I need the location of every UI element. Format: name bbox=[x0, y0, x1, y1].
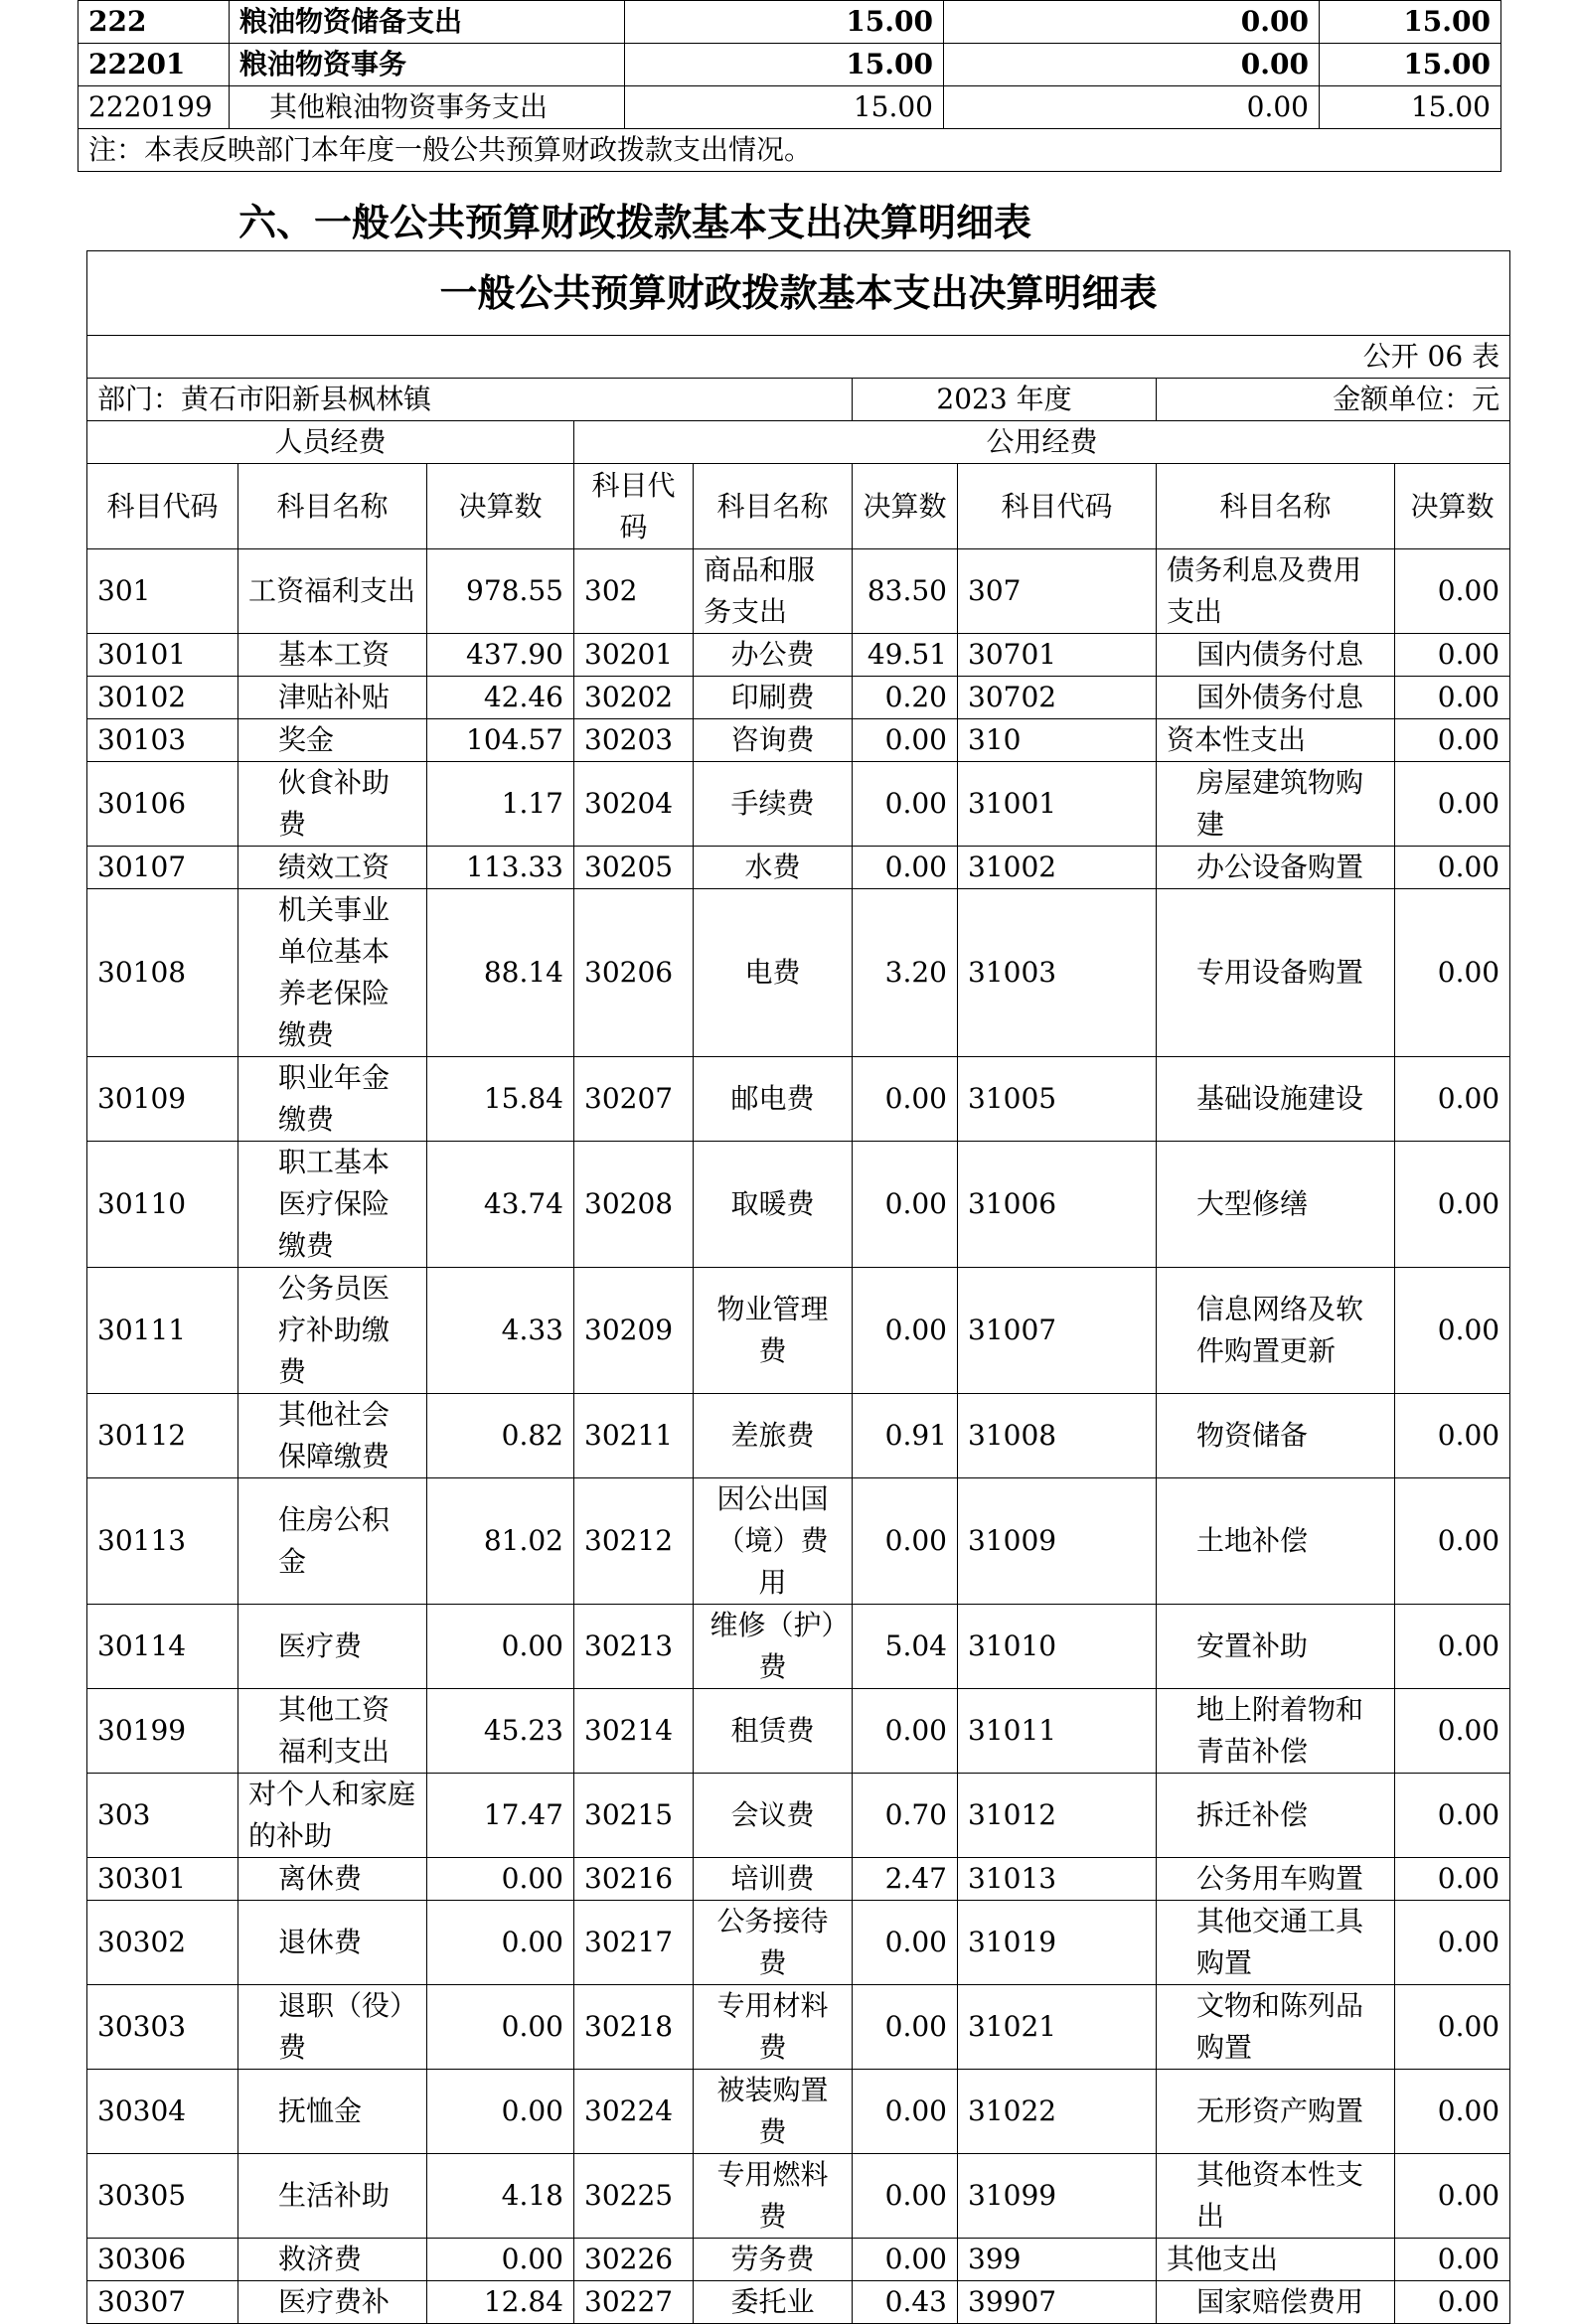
currency-unit: 金额单位：元 bbox=[1157, 379, 1510, 421]
capital-amount: 0.00 bbox=[1395, 762, 1510, 847]
table-row bbox=[79, 44, 1501, 86]
public-amount: 0.43 bbox=[853, 2281, 958, 2324]
table-row bbox=[87, 1478, 1510, 1605]
capital-amount: 0.00 bbox=[1395, 634, 1510, 677]
table-row bbox=[79, 86, 1501, 129]
public-name: 培训费 bbox=[694, 1858, 853, 1901]
table-row bbox=[87, 2154, 1510, 2239]
table-row bbox=[79, 1, 1501, 44]
personnel-amount: 42.46 bbox=[427, 677, 574, 719]
capital-amount: 0.00 bbox=[1395, 1858, 1510, 1901]
capital-name: 国家赔偿费用 bbox=[1157, 2281, 1395, 2324]
capital-code: 31022 bbox=[958, 2070, 1157, 2154]
amount-project: 15.00 bbox=[1320, 44, 1501, 86]
personnel-code: 30111 bbox=[87, 1268, 238, 1394]
public-name: 物业管理费 bbox=[694, 1268, 853, 1394]
col-header-name: 科目名称 bbox=[238, 464, 427, 549]
table-row bbox=[87, 1689, 1510, 1774]
personnel-name: 伙食补助费 bbox=[238, 762, 427, 847]
public-name: 专用材料费 bbox=[694, 1985, 853, 2070]
public-name: 劳务费 bbox=[694, 2239, 853, 2281]
fiscal-year: 2023 年度 bbox=[853, 379, 1157, 421]
public-name: 商品和服务支出 bbox=[694, 549, 853, 634]
expenditure-summary-table bbox=[78, 0, 1501, 172]
personnel-code: 30305 bbox=[87, 2154, 238, 2239]
personnel-name: 职业年金缴费 bbox=[238, 1057, 427, 1142]
personnel-name: 救济费 bbox=[238, 2239, 427, 2281]
capital-code: 30702 bbox=[958, 677, 1157, 719]
personnel-amount: 81.02 bbox=[427, 1478, 574, 1605]
personnel-code: 30109 bbox=[87, 1057, 238, 1142]
public-code: 30218 bbox=[574, 1985, 694, 2070]
public-name: 办公费 bbox=[694, 634, 853, 677]
capital-name: 债务利息及费用支出 bbox=[1157, 549, 1395, 634]
personnel-name: 工资福利支出 bbox=[238, 549, 427, 634]
public-name: 专用燃料费 bbox=[694, 2154, 853, 2239]
public-name: 租赁费 bbox=[694, 1689, 853, 1774]
personnel-name: 退职（役）费 bbox=[238, 1985, 427, 2070]
personnel-name: 住房公积金 bbox=[238, 1478, 427, 1605]
personnel-code: 30304 bbox=[87, 2070, 238, 2154]
table-title: 一般公共预算财政拨款基本支出决算明细表 bbox=[87, 251, 1510, 336]
capital-name: 专用设备购置 bbox=[1157, 889, 1395, 1057]
personnel-code: 30113 bbox=[87, 1478, 238, 1605]
basic-expenditure-detail-table bbox=[86, 250, 1510, 2324]
personnel-expense-header: 人员经费 bbox=[87, 421, 574, 464]
capital-name: 地上附着物和青苗补偿 bbox=[1157, 1689, 1395, 1774]
capital-code: 31021 bbox=[958, 1985, 1157, 2070]
capital-amount: 0.00 bbox=[1395, 1605, 1510, 1689]
subject-name: 粮油物资事务 bbox=[230, 44, 625, 86]
table-row bbox=[87, 1774, 1510, 1858]
personnel-code: 30301 bbox=[87, 1858, 238, 1901]
personnel-name: 津贴补贴 bbox=[238, 677, 427, 719]
public-amount: 0.20 bbox=[853, 677, 958, 719]
public-amount: 0.00 bbox=[853, 762, 958, 847]
capital-code: 30701 bbox=[958, 634, 1157, 677]
capital-name: 土地补偿 bbox=[1157, 1478, 1395, 1605]
capital-code: 31010 bbox=[958, 1605, 1157, 1689]
capital-code: 31001 bbox=[958, 762, 1157, 847]
capital-code: 31011 bbox=[958, 1689, 1157, 1774]
capital-name: 物资储备 bbox=[1157, 1394, 1395, 1478]
public-name: 手续费 bbox=[694, 762, 853, 847]
public-amount: 0.00 bbox=[853, 1901, 958, 1985]
table-row bbox=[87, 847, 1510, 889]
public-amount: 0.70 bbox=[853, 1774, 958, 1858]
public-name: 电费 bbox=[694, 889, 853, 1057]
public-amount: 0.00 bbox=[853, 2239, 958, 2281]
personnel-code: 30114 bbox=[87, 1605, 238, 1689]
public-code: 30209 bbox=[574, 1268, 694, 1394]
capital-name: 公务用车购置 bbox=[1157, 1858, 1395, 1901]
public-code: 30204 bbox=[574, 762, 694, 847]
public-code: 30216 bbox=[574, 1858, 694, 1901]
personnel-name: 其他社会保障缴费 bbox=[238, 1394, 427, 1478]
public-amount: 49.51 bbox=[853, 634, 958, 677]
personnel-amount: 0.00 bbox=[427, 2070, 574, 2154]
col-header-code: 科目代码 bbox=[87, 464, 238, 549]
amount-total: 15.00 bbox=[625, 1, 944, 44]
personnel-amount: 978.55 bbox=[427, 549, 574, 634]
personnel-code: 30102 bbox=[87, 677, 238, 719]
personnel-amount: 43.74 bbox=[427, 1142, 574, 1268]
capital-code: 31007 bbox=[958, 1268, 1157, 1394]
public-code: 30202 bbox=[574, 677, 694, 719]
capital-name: 房屋建筑物购建 bbox=[1157, 762, 1395, 847]
subject-name: 其他粮油物资事务支出 bbox=[230, 86, 625, 129]
capital-amount: 0.00 bbox=[1395, 1142, 1510, 1268]
personnel-amount: 17.47 bbox=[427, 1774, 574, 1858]
public-amount: 0.00 bbox=[853, 1268, 958, 1394]
personnel-code: 30107 bbox=[87, 847, 238, 889]
capital-amount: 0.00 bbox=[1395, 2239, 1510, 2281]
capital-code: 307 bbox=[958, 549, 1157, 634]
personnel-name: 其他工资福利支出 bbox=[238, 1689, 427, 1774]
public-amount: 0.00 bbox=[853, 1478, 958, 1605]
capital-code: 310 bbox=[958, 719, 1157, 762]
capital-name: 其他交通工具购置 bbox=[1157, 1901, 1395, 1985]
personnel-name: 奖金 bbox=[238, 719, 427, 762]
table-row bbox=[87, 719, 1510, 762]
public-code: 30215 bbox=[574, 1774, 694, 1858]
personnel-name: 医疗费补 bbox=[238, 2281, 427, 2324]
col-header-amount: 决算数 bbox=[853, 464, 958, 549]
personnel-name: 离休费 bbox=[238, 1858, 427, 1901]
public-code: 30211 bbox=[574, 1394, 694, 1478]
personnel-amount: 104.57 bbox=[427, 719, 574, 762]
public-amount: 0.00 bbox=[853, 1142, 958, 1268]
department-label: 部门：黄石市阳新县枫林镇 bbox=[87, 379, 853, 421]
capital-code: 31008 bbox=[958, 1394, 1157, 1478]
capital-code: 31009 bbox=[958, 1478, 1157, 1605]
public-name: 印刷费 bbox=[694, 677, 853, 719]
personnel-code: 30106 bbox=[87, 762, 238, 847]
personnel-amount: 0.82 bbox=[427, 1394, 574, 1478]
personnel-amount: 0.00 bbox=[427, 1985, 574, 2070]
personnel-code: 30303 bbox=[87, 1985, 238, 2070]
public-amount: 0.00 bbox=[853, 1057, 958, 1142]
amount-total: 15.00 bbox=[625, 86, 944, 129]
public-code: 30227 bbox=[574, 2281, 694, 2324]
personnel-amount: 12.84 bbox=[427, 2281, 574, 2324]
table-row bbox=[87, 2070, 1510, 2154]
public-name: 取暖费 bbox=[694, 1142, 853, 1268]
personnel-code: 30103 bbox=[87, 719, 238, 762]
col-header-code: 科目代码 bbox=[958, 464, 1157, 549]
public-code: 30214 bbox=[574, 1689, 694, 1774]
capital-amount: 0.00 bbox=[1395, 889, 1510, 1057]
capital-name: 其他资本性支出 bbox=[1157, 2154, 1395, 2239]
amount-basic: 0.00 bbox=[944, 1, 1320, 44]
capital-code: 31013 bbox=[958, 1858, 1157, 1901]
public-amount: 0.91 bbox=[853, 1394, 958, 1478]
public-name: 公务接待费 bbox=[694, 1901, 853, 1985]
table-row bbox=[87, 634, 1510, 677]
personnel-code: 30108 bbox=[87, 889, 238, 1057]
capital-name: 无形资产购置 bbox=[1157, 2070, 1395, 2154]
public-amount: 3.20 bbox=[853, 889, 958, 1057]
public-code: 30207 bbox=[574, 1057, 694, 1142]
public-code: 30225 bbox=[574, 2154, 694, 2239]
public-expense-header: 公用经费 bbox=[574, 421, 1510, 464]
capital-code: 31099 bbox=[958, 2154, 1157, 2239]
personnel-amount: 0.00 bbox=[427, 1901, 574, 1985]
public-code: 30213 bbox=[574, 1605, 694, 1689]
table-note: 注：本表反映部门本年度一般公共预算财政拨款支出情况。 bbox=[79, 129, 1501, 172]
public-name: 差旅费 bbox=[694, 1394, 853, 1478]
personnel-name: 绩效工资 bbox=[238, 847, 427, 889]
public-amount: 2.47 bbox=[853, 1858, 958, 1901]
capital-name: 办公设备购置 bbox=[1157, 847, 1395, 889]
table-row bbox=[87, 1985, 1510, 2070]
personnel-amount: 88.14 bbox=[427, 889, 574, 1057]
subject-name: 粮油物资储备支出 bbox=[230, 1, 625, 44]
personnel-name: 职工基本医疗保险缴费 bbox=[238, 1142, 427, 1268]
capital-amount: 0.00 bbox=[1395, 1057, 1510, 1142]
amount-basic: 0.00 bbox=[944, 44, 1320, 86]
personnel-amount: 113.33 bbox=[427, 847, 574, 889]
personnel-amount: 437.90 bbox=[427, 634, 574, 677]
personnel-code: 30302 bbox=[87, 1901, 238, 1985]
public-name: 咨询费 bbox=[694, 719, 853, 762]
capital-amount: 0.00 bbox=[1395, 1268, 1510, 1394]
personnel-code: 303 bbox=[87, 1774, 238, 1858]
capital-amount: 0.00 bbox=[1395, 847, 1510, 889]
capital-name: 国外债务付息 bbox=[1157, 677, 1395, 719]
public-name: 委托业 bbox=[694, 2281, 853, 2324]
table-row bbox=[87, 2239, 1510, 2281]
public-amount: 0.00 bbox=[853, 2070, 958, 2154]
public-name: 因公出国（境）费用 bbox=[694, 1478, 853, 1605]
table-row bbox=[87, 1394, 1510, 1478]
personnel-name: 抚恤金 bbox=[238, 2070, 427, 2154]
personnel-code: 30199 bbox=[87, 1689, 238, 1774]
personnel-name: 基本工资 bbox=[238, 634, 427, 677]
public-amount: 0.00 bbox=[853, 847, 958, 889]
personnel-code: 30112 bbox=[87, 1394, 238, 1478]
public-code: 30205 bbox=[574, 847, 694, 889]
public-name: 维修（护）费 bbox=[694, 1605, 853, 1689]
personnel-name: 对个人和家庭的补助 bbox=[238, 1774, 427, 1858]
public-amount: 5.04 bbox=[853, 1605, 958, 1689]
capital-amount: 0.00 bbox=[1395, 2281, 1510, 2324]
public-name: 水费 bbox=[694, 847, 853, 889]
public-code: 30212 bbox=[574, 1478, 694, 1605]
capital-code: 399 bbox=[958, 2239, 1157, 2281]
public-name: 邮电费 bbox=[694, 1057, 853, 1142]
subject-code: 222 bbox=[79, 1, 230, 44]
capital-code: 31005 bbox=[958, 1057, 1157, 1142]
capital-amount: 0.00 bbox=[1395, 1985, 1510, 2070]
col-header-amount: 决算数 bbox=[427, 464, 574, 549]
public-amount: 83.50 bbox=[853, 549, 958, 634]
section-heading: 六、一般公共预算财政拨款基本支出决算明细表 bbox=[238, 200, 1032, 244]
public-name: 会议费 bbox=[694, 1774, 853, 1858]
personnel-amount: 4.18 bbox=[427, 2154, 574, 2239]
public-code: 30206 bbox=[574, 889, 694, 1057]
personnel-amount: 45.23 bbox=[427, 1689, 574, 1774]
public-code: 30201 bbox=[574, 634, 694, 677]
capital-code: 31002 bbox=[958, 847, 1157, 889]
personnel-amount: 4.33 bbox=[427, 1268, 574, 1394]
table-row bbox=[87, 1268, 1510, 1394]
capital-amount: 0.00 bbox=[1395, 1689, 1510, 1774]
amount-total: 15.00 bbox=[625, 44, 944, 86]
public-amount: 0.00 bbox=[853, 1689, 958, 1774]
capital-amount: 0.00 bbox=[1395, 1901, 1510, 1985]
capital-amount: 0.00 bbox=[1395, 1478, 1510, 1605]
capital-amount: 0.00 bbox=[1395, 719, 1510, 762]
capital-name: 基础设施建设 bbox=[1157, 1057, 1395, 1142]
personnel-amount: 1.17 bbox=[427, 762, 574, 847]
personnel-amount: 0.00 bbox=[427, 2239, 574, 2281]
public-name: 被装购置费 bbox=[694, 2070, 853, 2154]
personnel-code: 301 bbox=[87, 549, 238, 634]
personnel-code: 30110 bbox=[87, 1142, 238, 1268]
table-row bbox=[87, 2281, 1510, 2324]
personnel-name: 机关事业单位基本养老保险缴费 bbox=[238, 889, 427, 1057]
capital-amount: 0.00 bbox=[1395, 1774, 1510, 1858]
personnel-name: 生活补助 bbox=[238, 2154, 427, 2239]
capital-code: 31006 bbox=[958, 1142, 1157, 1268]
subject-code: 2220199 bbox=[79, 86, 230, 129]
col-header-amount: 决算数 bbox=[1395, 464, 1510, 549]
capital-name: 文物和陈列品购置 bbox=[1157, 1985, 1395, 2070]
capital-name: 信息网络及软件购置更新 bbox=[1157, 1268, 1395, 1394]
table-row bbox=[87, 1605, 1510, 1689]
subject-code: 22201 bbox=[79, 44, 230, 86]
capital-amount: 0.00 bbox=[1395, 549, 1510, 634]
amount-project: 15.00 bbox=[1320, 1, 1501, 44]
public-code: 30217 bbox=[574, 1901, 694, 1985]
capital-amount: 0.00 bbox=[1395, 2154, 1510, 2239]
col-header-name: 科目名称 bbox=[1157, 464, 1395, 549]
personnel-amount: 0.00 bbox=[427, 1858, 574, 1901]
personnel-code: 30306 bbox=[87, 2239, 238, 2281]
public-amount: 0.00 bbox=[853, 719, 958, 762]
public-code: 302 bbox=[574, 549, 694, 634]
public-amount: 0.00 bbox=[853, 2154, 958, 2239]
personnel-amount: 0.00 bbox=[427, 1605, 574, 1689]
table-number: 公开 06 表 bbox=[87, 336, 1510, 379]
capital-name: 大型修缮 bbox=[1157, 1142, 1395, 1268]
capital-name: 拆迁补偿 bbox=[1157, 1774, 1395, 1858]
personnel-name: 公务员医疗补助缴费 bbox=[238, 1268, 427, 1394]
capital-code: 31003 bbox=[958, 889, 1157, 1057]
public-amount: 0.00 bbox=[853, 1985, 958, 2070]
public-code: 30203 bbox=[574, 719, 694, 762]
table-row bbox=[87, 1057, 1510, 1142]
personnel-code: 30101 bbox=[87, 634, 238, 677]
col-header-name: 科目名称 bbox=[694, 464, 853, 549]
public-code: 30208 bbox=[574, 1142, 694, 1268]
capital-name: 国内债务付息 bbox=[1157, 634, 1395, 677]
capital-amount: 0.00 bbox=[1395, 1394, 1510, 1478]
amount-basic: 0.00 bbox=[944, 86, 1320, 129]
personnel-code: 30307 bbox=[87, 2281, 238, 2324]
capital-code: 31019 bbox=[958, 1901, 1157, 1985]
personnel-name: 退休费 bbox=[238, 1901, 427, 1985]
table-row bbox=[87, 889, 1510, 1057]
col-header-code: 科目代码 bbox=[574, 464, 694, 549]
capital-name: 安置补助 bbox=[1157, 1605, 1395, 1689]
personnel-amount: 15.84 bbox=[427, 1057, 574, 1142]
capital-name: 其他支出 bbox=[1157, 2239, 1395, 2281]
capital-code: 39907 bbox=[958, 2281, 1157, 2324]
amount-project: 15.00 bbox=[1320, 86, 1501, 129]
personnel-name: 医疗费 bbox=[238, 1605, 427, 1689]
table-row bbox=[87, 1142, 1510, 1268]
capital-amount: 0.00 bbox=[1395, 2070, 1510, 2154]
table-row bbox=[87, 1858, 1510, 1901]
public-code: 30226 bbox=[574, 2239, 694, 2281]
table-row bbox=[87, 762, 1510, 847]
capital-amount: 0.00 bbox=[1395, 677, 1510, 719]
table-row bbox=[87, 549, 1510, 634]
public-code: 30224 bbox=[574, 2070, 694, 2154]
table-row bbox=[87, 1901, 1510, 1985]
table-row bbox=[87, 677, 1510, 719]
capital-code: 31012 bbox=[958, 1774, 1157, 1858]
capital-name: 资本性支出 bbox=[1157, 719, 1395, 762]
